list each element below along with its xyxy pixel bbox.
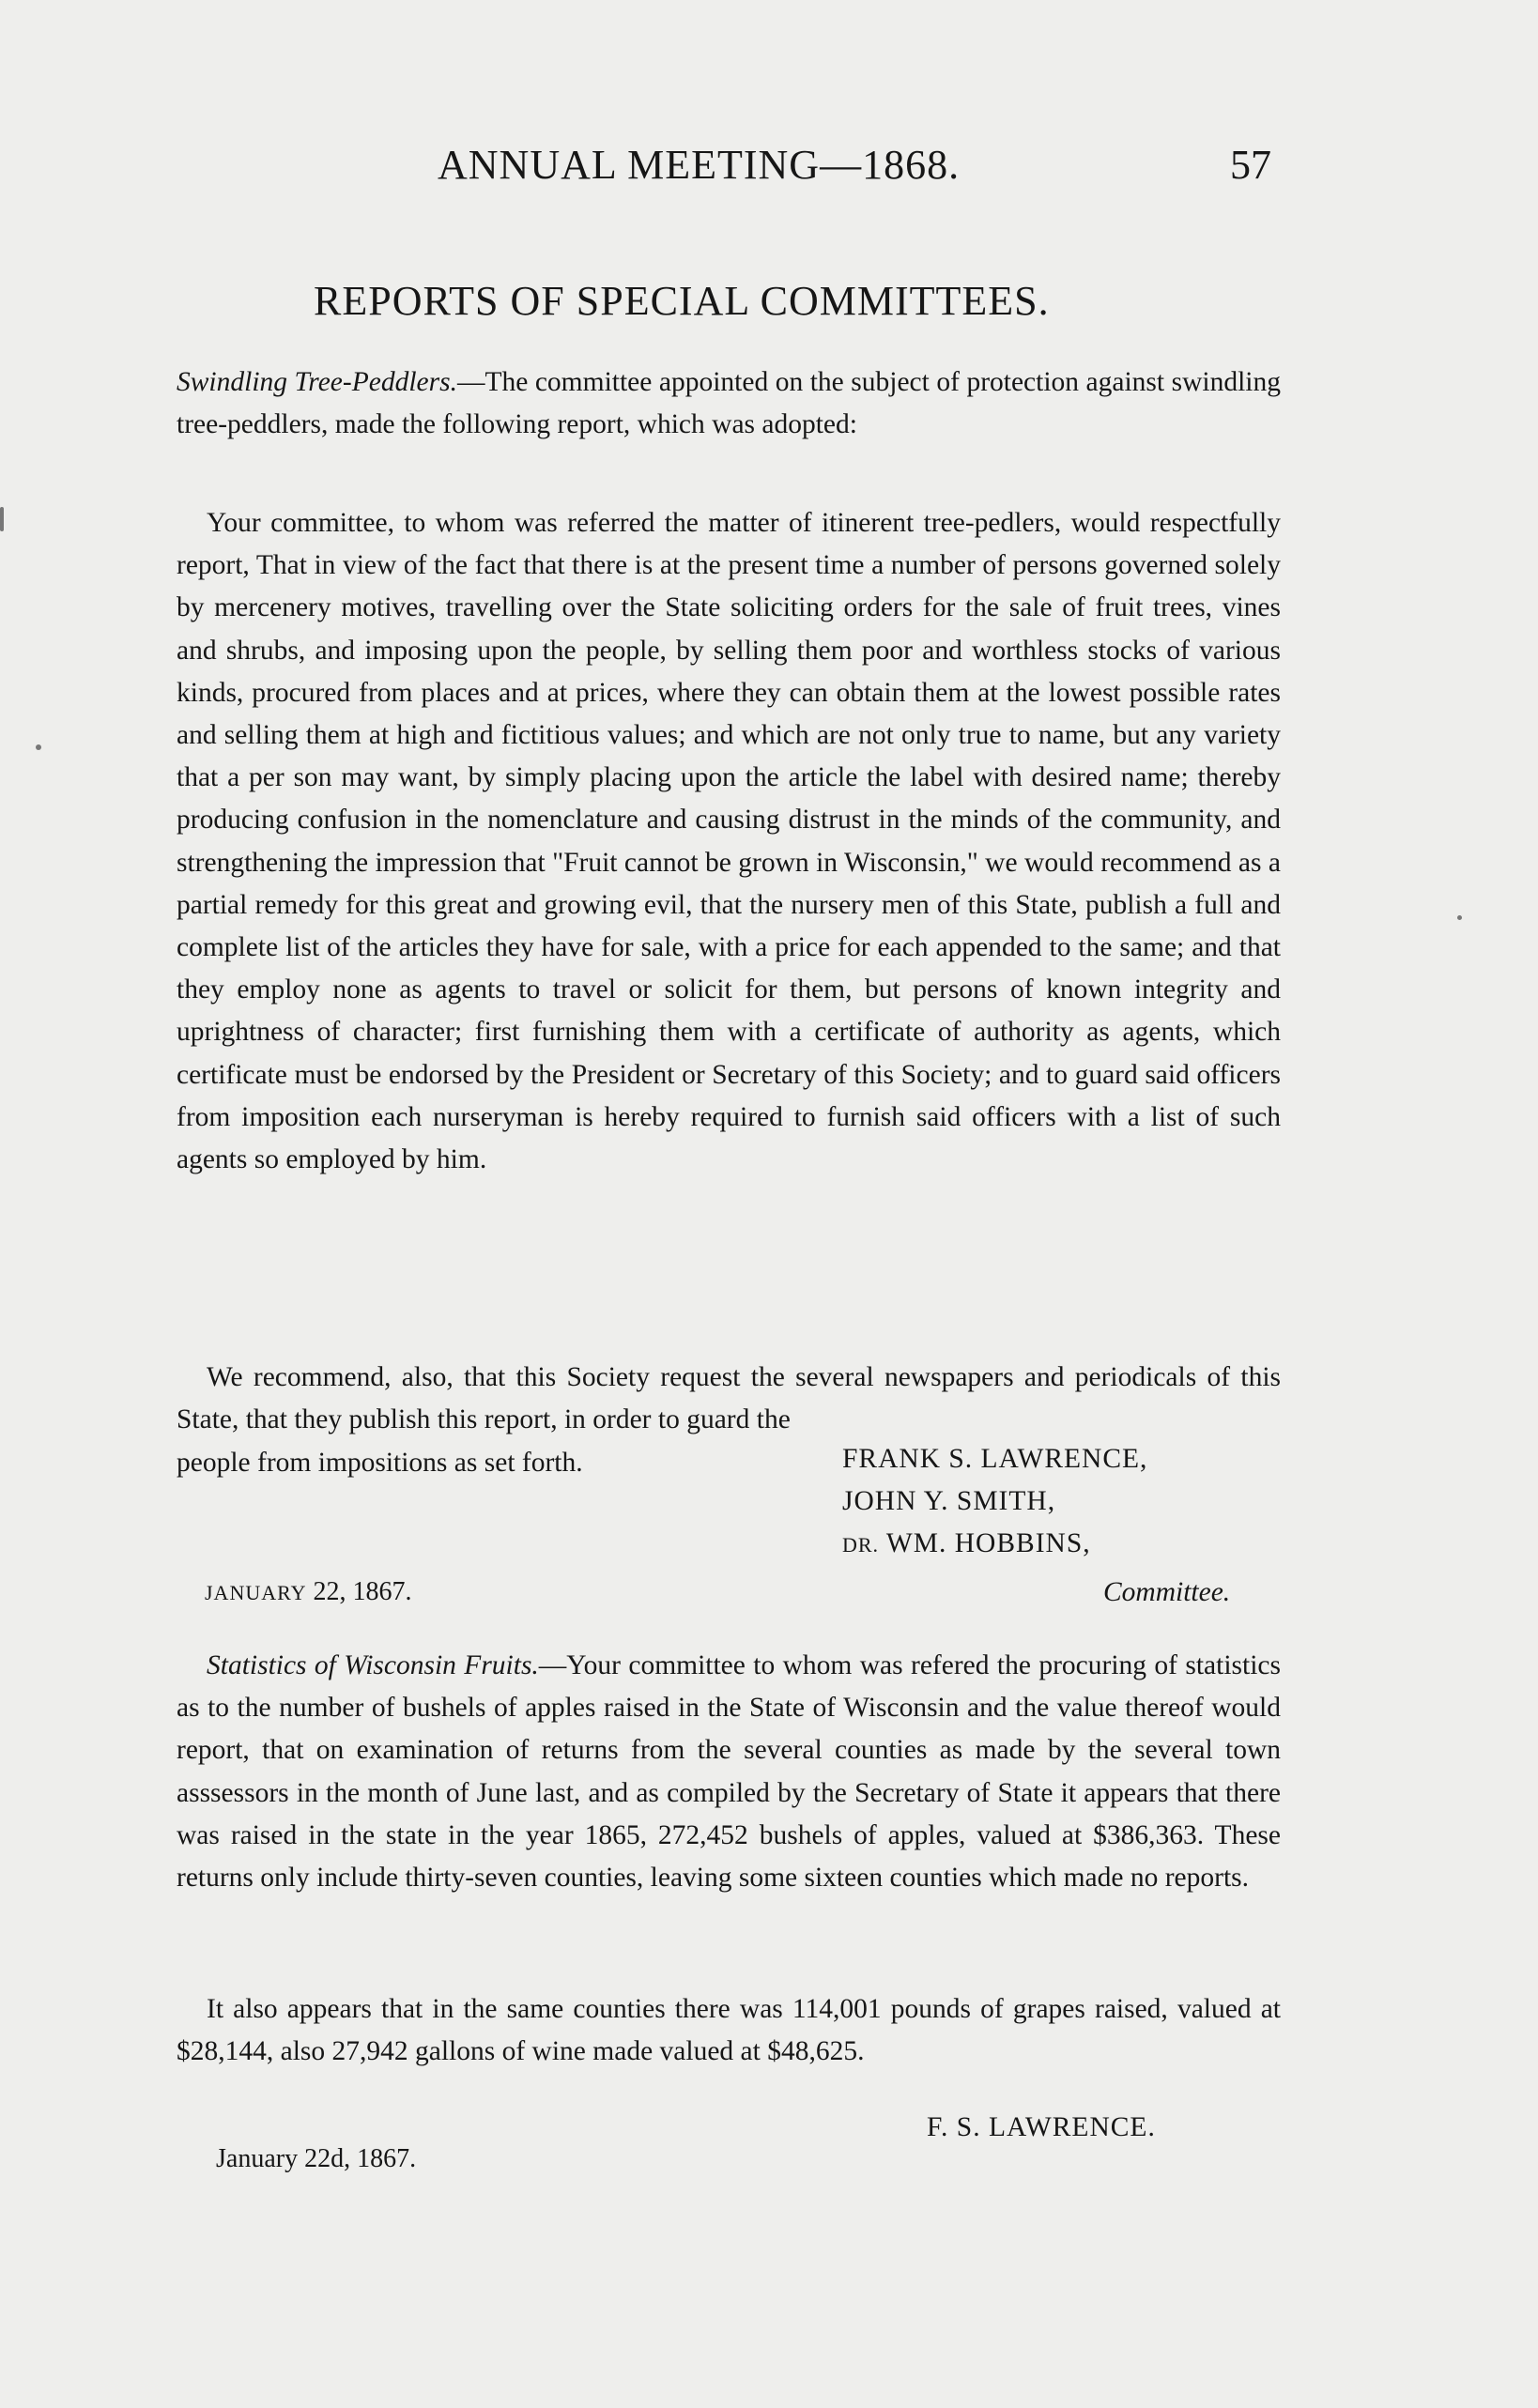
signatory-3-title: DR. — [842, 1533, 880, 1557]
speck-mark — [1457, 915, 1462, 920]
report1-intro — [177, 361, 1281, 446]
page-number: 57 — [1230, 142, 1271, 188]
report2-grapes: It also appears that in the same counties there was 114,001 pounds of grapes raised, valued at $28,144, also 27,942 gallons of wine made valued at $48,625. — [177, 1994, 1281, 2067]
signatory-1: FRANK S. LAWRENCE, — [842, 1444, 1148, 1474]
signatory-2: JOHN Y. SMITH, — [842, 1486, 1056, 1516]
report1-date-rest: 22, 1867. — [313, 1577, 412, 1606]
signatory-3 — [842, 1528, 1091, 1559]
report2-lead: Statistics of Wisconsin Fruits. — [207, 1650, 539, 1680]
report2-signature: F. S. LAWRENCE. — [927, 2112, 1156, 2142]
speck-mark — [36, 744, 41, 750]
report1-recommendation: We recommend, also, that this Society request the several newspapers and periodicals of this State, that they publish this report, in order to guard the — [177, 1362, 1281, 1435]
signatory-3-name: WM. HOBBINS, — [885, 1528, 1091, 1558]
report1-date — [205, 1577, 411, 1607]
committee-label: Committee. — [1103, 1577, 1231, 1607]
margin-mark — [0, 507, 4, 531]
report2-body — [177, 1645, 1281, 1899]
report2-date: January 22d, 1867. — [216, 2144, 417, 2173]
report1-recommendation-end: people from impositions as set forth. — [177, 1448, 583, 1478]
report1-intro-text: —The committee appointed on the subject of protection against swindling tree-peddlers, made the following report, which was adopted: — [177, 367, 1281, 440]
section-title: REPORTS OF SPECIAL COMMITTEES. — [314, 278, 1050, 324]
running-title: ANNUAL MEETING—1868. — [438, 142, 961, 188]
report1-lead: Swindling Tree-Peddlers. — [177, 367, 457, 397]
report1-date-month: JANUARY — [205, 1581, 307, 1604]
report2-body-text: —Your committee to whom was refered the procuring of statistics as to the number of bushels of apples raised in the State of Wisconsin and the value thereof would report, that on examination of returns from the several counties as made by the several town asssessors in the month of June last, and as compiled by the Secretary of State it appears that there was raised in the state in the year 1865, 272,452 bushels of apples, valued at $386,363. These returns only include thirty-seven counties, leaving some sixteen counties which made no reports. — [177, 1650, 1281, 1894]
report1-body: Your committee, to whom was referred the matter of itinerent tree-pedlers, would respectfully report, That in view of the fact that there is at the present time a number of persons governed solely by mercenery motives, travelling over the State soliciting orders for the sale of fruit trees, vines and shrubs, and imposing upon the people, by selling them poor and worthless stocks of various kinds, procured from places and at prices, where they can obtain them at the lowest possible rates and selling them at high and fictitious values; and which are not only true to name, but any variety that a per son may want, by simply placing upon the article the label with desired name; thereby producing confusion in the nomenclature and causing distrust in the minds of the community, and strengthening the impression that "Fruit cannot be grown in Wisconsin," we would recommend as a partial remedy for this great and growing evil, that the nursery men of this State, publish a full and complete list of the articles they have for sale, with a price for each appended to the same; and that they employ none as agents to travel or solicit for them, but persons of known integrity and uprightness of character; first furnishing them with a certificate of authority as agents, which certificate must be endorsed by the President or Secretary of this Society; and to guard said officers from imposition each nurseryman is hereby required to furnish said officers with a list of such agents so employed by him. — [177, 508, 1281, 1175]
